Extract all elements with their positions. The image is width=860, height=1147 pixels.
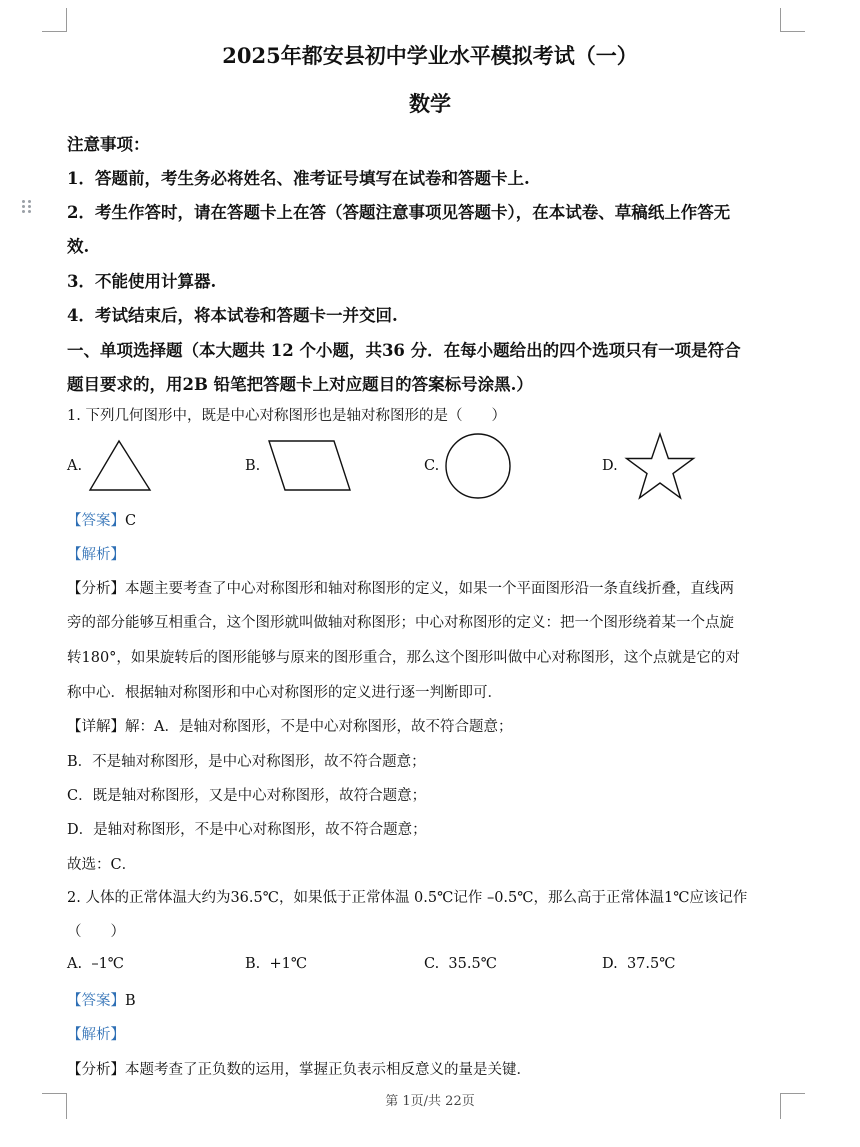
fenxi-tag: 【分析】 <box>67 581 125 597</box>
page-footer: 第 1页/共 22页 <box>385 1094 475 1109</box>
option-value: +1℃ <box>269 956 308 972</box>
answer-tag: 【答案】 <box>67 993 125 1009</box>
analysis-tag: 【解析】 <box>67 1027 125 1043</box>
option-label: C. <box>424 458 440 474</box>
crop-mark <box>780 8 781 32</box>
crop-mark <box>66 8 67 32</box>
answer-line <box>67 989 136 1010</box>
question-stem: （ ） <box>67 924 125 940</box>
answer-line <box>67 509 136 530</box>
notice-item: 2．考生作答时，请在答题卡上在答（答题注意事项见答题卡），在本试卷、草稿纸上作答无 <box>67 203 731 222</box>
fenxi-tag: 【分析】 <box>67 1062 125 1078</box>
page-title: 2025年都安县初中学业水平模拟考试（一） <box>222 43 638 68</box>
option-label: B. <box>245 458 261 474</box>
option <box>602 956 675 972</box>
option <box>424 956 497 972</box>
detail-text: C．既是轴对称图形，又是中心对称图形，故符合题意； <box>67 788 427 804</box>
analysis-text: 旁的部分能够互相重合，这个图形就叫做轴对称图形；中心对称图形的定义：把一个图形绕着某一个点旋 <box>67 615 734 631</box>
answer-value: B <box>125 993 136 1009</box>
detail-text: B．不是轴对称图形，是中心对称图形，故不符合题意； <box>67 754 426 770</box>
detail-text: 解：A．是轴对称图形，不是中心对称图形，故不符合题意； <box>125 719 513 735</box>
answer-value: C <box>125 513 137 529</box>
notice-heading: 注意事项： <box>67 135 150 154</box>
analysis-text: 本题主要考查了中心对称图形和轴对称图形的定义，如果一个平面图形沿一条直线折叠，直线两 <box>125 581 734 597</box>
drag-handle-icon[interactable] <box>22 200 32 214</box>
option <box>245 956 307 972</box>
option <box>67 956 124 972</box>
analysis-line <box>67 1058 531 1079</box>
analysis-text: 转180°，如果旋转后的图形能够与原来的图形重合，那么这个图形叫做中心对称图形，这个点就是它的对 <box>67 650 740 666</box>
question-stem: 2. 人体的正常体温大约为36.5℃，如果低于正常体温 0.5℃记作 –0.5℃，那么高于正常体温1℃应该记作 <box>67 890 748 906</box>
analysis-text: 称中心．根据轴对称图形和中心对称图形的定义进行逐一判断即可． <box>67 685 502 701</box>
analysis-tag: 【解析】 <box>67 547 125 563</box>
section-heading: 一、单项选择题（本大题共 12 个小题，共36 分．在每小题给出的四个选项只有一项是符合 <box>67 341 741 360</box>
notice-item: 3．不能使用计算器. <box>67 272 217 291</box>
section-heading: 题目要求的，用2B 铅笔把答题卡上对应题目的答案标号涂黑.） <box>67 375 533 394</box>
option-label: B. <box>245 956 261 972</box>
notice-item: 1．答题前，考生务必将姓名、准考证号填写在试卷和答题卡上. <box>67 169 530 188</box>
crop-mark <box>781 31 805 32</box>
analysis-text: 本题考查了正负数的运用，掌握正负表示相反意义的量是关键． <box>125 1062 531 1078</box>
circle-icon <box>442 431 514 501</box>
answer-tag: 【答案】 <box>67 513 125 529</box>
option-label: C. <box>424 956 440 972</box>
subject-title: 数学 <box>409 91 451 116</box>
detail-text: 故选：C． <box>67 857 137 873</box>
notice-item: 效. <box>67 237 90 256</box>
star-icon <box>623 430 697 502</box>
option-value: 35.5℃ <box>448 956 497 972</box>
notice-item: 4．考试结束后，将本试卷和答题卡一并交回. <box>67 306 398 325</box>
question-stem: 1. 下列几何图形中，既是中心对称图形也是轴对称图形的是（ ） <box>67 408 506 424</box>
detail-text: D．是轴对称图形，不是中心对称图形，故不符合题意； <box>67 822 427 838</box>
option-label: A. <box>67 458 83 474</box>
parallelogram-icon <box>265 436 355 494</box>
detail-tag: 【详解】 <box>67 719 125 735</box>
crop-mark <box>42 31 66 32</box>
option-label: D. <box>602 458 618 474</box>
detail-line <box>67 715 512 736</box>
analysis-line <box>67 577 734 598</box>
option-label: A. <box>67 956 83 972</box>
option-value: 37.5℃ <box>626 956 676 972</box>
option-label: D. <box>602 956 618 972</box>
triangle-icon <box>86 436 154 494</box>
option-value: –1℃ <box>91 956 125 972</box>
